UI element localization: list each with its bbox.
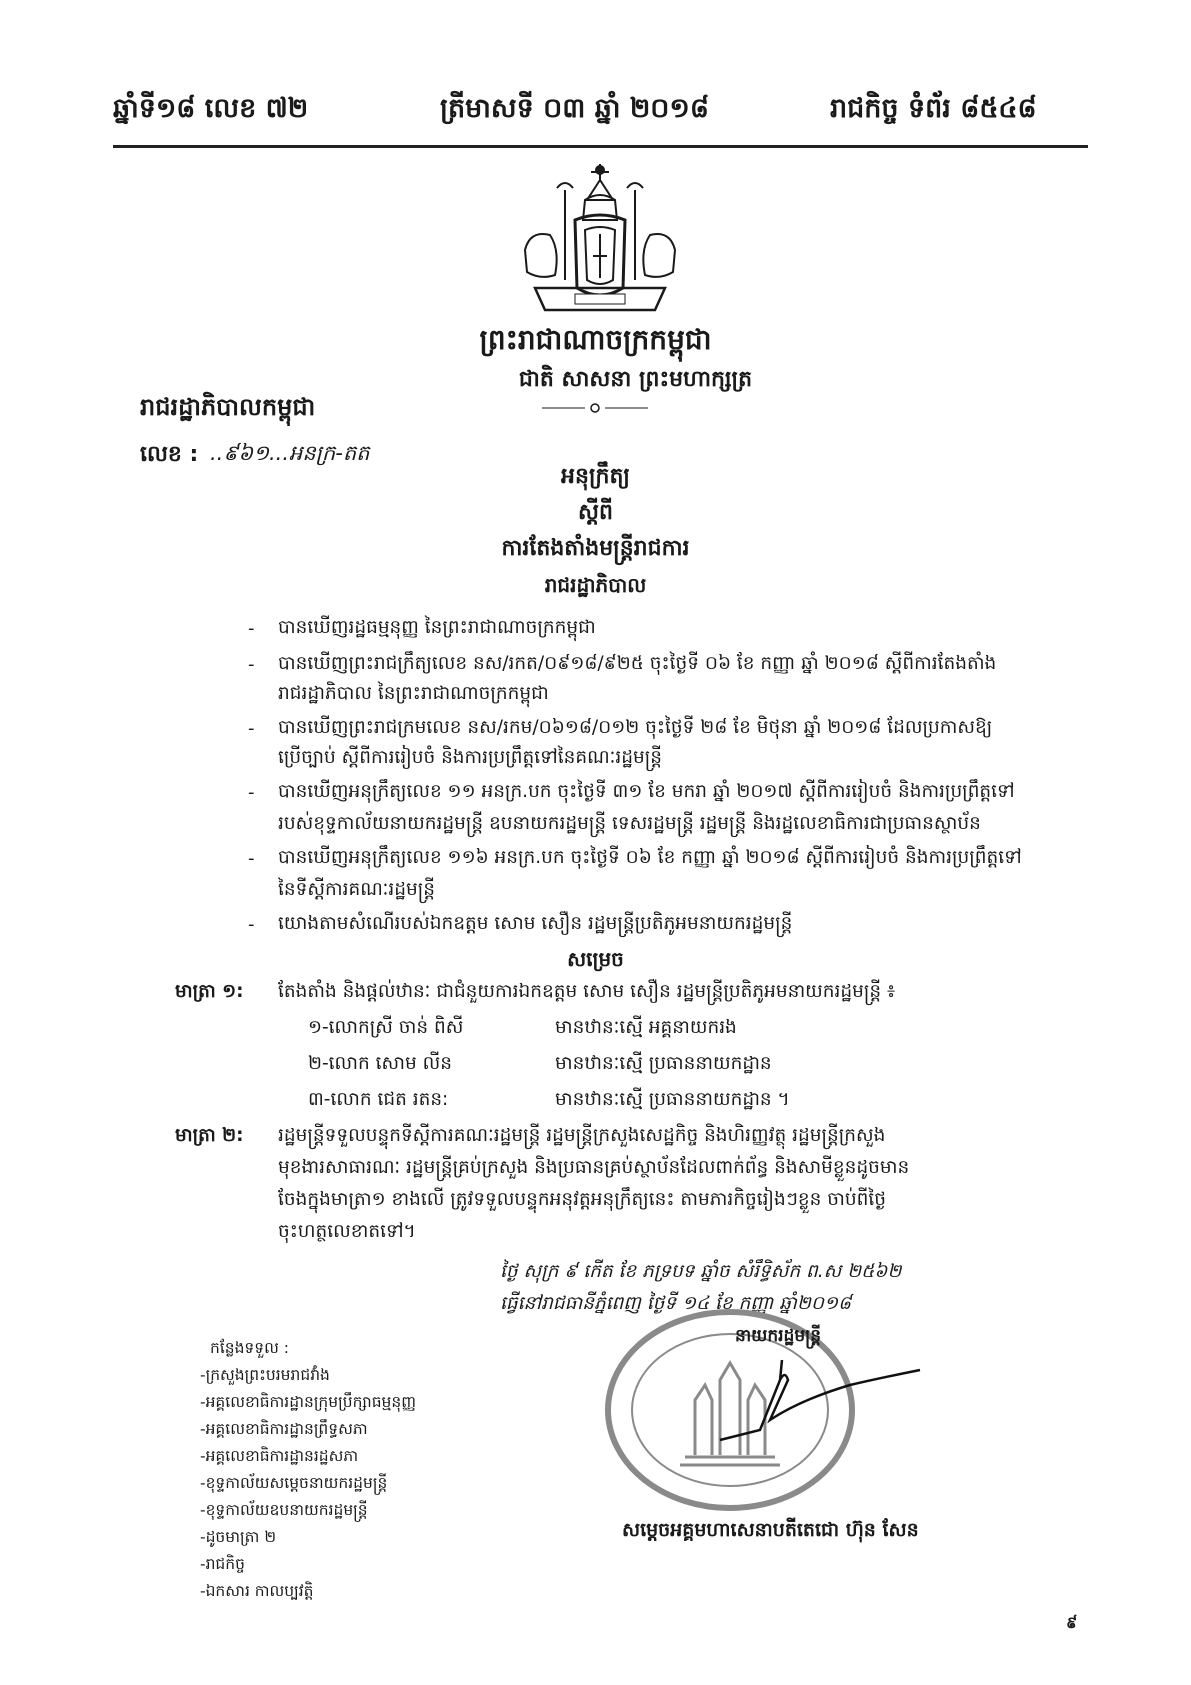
whereas-line: របស់ខុទ្ទកាល័យនាយករដ្ឋមន្ត្រី ឧបនាយករដ្ឋមន្ត្រី ទេសរដ្ឋមន្ត្រី រដ្ឋមន្ត្រី និងរដ្ឋលេខាធិការជាប្រធានស្ថាប័ន <box>278 813 981 834</box>
cc-item: -ដូចមាត្រា ២ <box>200 1528 277 1546</box>
article1-text: តែងតាំង និងផ្តល់ឋានៈ ជាជំនួយការឯកឧត្តម សោម សឿន រដ្ឋមន្ត្រីប្រតិភូអមនាយករដ្ឋមន្ត្រី ៖ <box>278 981 896 1002</box>
whereas-line: បានឃើញរដ្ឋធម្មនុញ្ញ នៃព្រះរាជាណាចក្រកម្ពុជា <box>278 617 596 638</box>
whereas-line: នៃទីស្តីការគណៈរដ្ឋមន្ត្រី <box>278 879 436 900</box>
gazette-page: រាជកិច្ច ទំព័រ ៨៥៤៨ <box>830 93 1037 124</box>
decree-number-label: លេខ : <box>140 442 199 467</box>
bullet-dash: - <box>248 718 255 739</box>
article2-line: រដ្ឋមន្ត្រីទទួលបន្ទុកទីស្តីការគណៈរដ្ឋមន្ត្រី រដ្ឋមន្ត្រីក្រសួងសេដ្ឋកិច្ច និងហិរញ្ញវត្ថុ រដ្ឋមន្ត្រីក្រសួង <box>278 1125 886 1146</box>
cc-item: -ឯកសារ កាលប្បវត្តិ <box>200 1582 314 1600</box>
bullet-dash: - <box>248 914 255 935</box>
appointee-name: ២-លោក សោម លីន <box>308 1053 452 1074</box>
decree-authority: រាជរដ្ឋាភិបាល <box>544 573 647 597</box>
cc-item: -ក្រសួងព្រះបរមរាជវាំង <box>200 1366 330 1384</box>
decision-heading: សម្រេច <box>567 947 624 971</box>
bullet-dash: - <box>248 618 255 639</box>
article2-line: ចុះហត្ថលេខាតទៅ។ <box>278 1221 416 1242</box>
cc-item: -ខុទ្ទកាល័យសម្តេចនាយករដ្ឋមន្ត្រី <box>200 1474 388 1492</box>
solar-date: ធ្វើនៅរាជធានីភ្នំពេញ ថ្ងៃទី ១៤ ខែ កញ្ញា ឆ្នាំ២០១៨ <box>500 1293 852 1314</box>
signature-icon <box>700 1340 930 1450</box>
whereas-line: បានឃើញព្រះរាជក្រឹត្យលេខ នស/រកត/០៩១៨/៩២៥ ចុះថ្ងៃទី ០៦ ខែ កញ្ញា ឆ្នាំ ២០១៨ ស្តីពីការតែងតាំង <box>278 653 997 674</box>
ornament-divider-icon <box>540 402 650 414</box>
cc-item: -អគ្គលេខាធិការដ្ឋានព្រឹទ្ធសភា <box>200 1420 368 1438</box>
bullet-dash: - <box>248 782 255 803</box>
kingdom-title: ព្រះរាជាណាចក្រកម្ពុជា <box>479 323 712 356</box>
royal-emblem-icon <box>505 160 695 318</box>
decree-type: អនុក្រឹត្យ <box>561 464 630 489</box>
appointee-name: ៣-លោក ជេត រតន: <box>308 1089 449 1110</box>
cc-heading: កន្លែងទទួល : <box>210 1339 290 1357</box>
lunar-date: ថ្ងៃ សុក្រ ៩ កើត ខែ ភទ្របទ ឆ្នាំច សំរឹទ្ធិស័ក ព.ស ២៥៦២ <box>500 1261 902 1282</box>
cc-item: -ខុទ្ទកាល័យឧបនាយករដ្ឋមន្ត្រី <box>200 1501 368 1519</box>
appointee-rank: មានឋានៈស្មើ អគ្គនាយករង <box>555 1017 737 1038</box>
decree-subject: ការតែងតាំងមន្ត្រីរាជការ <box>501 536 690 561</box>
bullet-dash: - <box>248 654 255 675</box>
whereas-line: រាជរដ្ឋាភិបាល នៃព្រះរាជាណាចក្រកម្ពុជា <box>278 683 549 704</box>
appointee-rank: មានឋានៈស្មើ ប្រធាននាយកដ្ឋាន ។ <box>555 1089 790 1110</box>
gazette-volume: ឆ្នាំទី១៨ លេខ ៧២ <box>113 93 309 124</box>
article2-line: ចែងក្នុងមាត្រា១ ខាងលើ ត្រូវទទួលបន្ទុកអនុវត្តអនុក្រឹត្យនេះ តាមភារកិច្ចរៀងៗខ្លួន ចាប់ពីថ្ងៃ <box>278 1189 886 1210</box>
whereas-line: យោងតាមសំណើរបស់ឯកឧត្តម សោម សឿន រដ្ឋមន្ត្រីប្រតិភូអមនាយករដ្ឋមន្ត្រី <box>278 913 793 934</box>
kingdom-motto: ជាតិ សាសនា ព្រះមហាក្សត្រ <box>518 367 753 392</box>
article2-line: មុខងារសាធារណៈ រដ្ឋមន្ត្រីគ្រប់ក្រសួង និងប្រធានគ្រប់ស្ថាប័នដែលពាក់ព័ន្ធ និងសាមីខ្លួនដូចមាន <box>278 1157 910 1178</box>
whereas-line: បានឃើញអនុក្រឹត្យលេខ ១១៦ អនក្រ.បក ចុះថ្ងៃទី ០៦ ខែ កញ្ញា ឆ្នាំ ២០១៨ ស្តីពីការរៀបចំ និងការប្រព្រឹត្តទៅ <box>278 847 1022 868</box>
appointee-name: ១-លោកស្រី ចាន់ ពិសី <box>308 1017 464 1038</box>
decree-number-value: ..៩៦១...អនក្រ-តត <box>210 441 370 465</box>
decree-on: ស្តីពី <box>578 500 613 525</box>
issuer-name: រាជរដ្ឋាភិបាលកម្ពុជា <box>140 393 316 421</box>
whereas-line: ប្រើច្បាប់ ស្តីពីការរៀបចំ និងការប្រព្រឹត្តទៅនៃគណៈរដ្ឋមន្ត្រី <box>278 747 662 768</box>
article2-label: មាត្រា ២: <box>175 1125 244 1146</box>
gazette-quarter: ត្រីមាសទី ០៣ ឆ្នាំ ២០១៨ <box>440 93 709 124</box>
article1-label: មាត្រា ១: <box>175 981 244 1002</box>
whereas-line: បានឃើញអនុក្រឹត្យលេខ ១១ អនក្រ.បក ចុះថ្ងៃទី ៣១ ខែ មករា ឆ្នាំ ២០១៧ ស្តីពីការរៀបចំ និងការប្រព្រឹត្តទៅ <box>278 781 1015 802</box>
cc-item: -រាជកិច្ច <box>200 1555 245 1573</box>
signatory-name: សម្តេចអគ្គមហាសេនាបតីតេជោ ហ៊ុន សែន <box>622 1519 919 1541</box>
header-rule <box>113 145 1088 148</box>
signatory-title: នាយករដ្ឋមន្ត្រី <box>735 1326 821 1346</box>
whereas-line: បានឃើញព្រះរាជក្រមលេខ នស/រកម/០៦១៨/០១២ ចុះថ្ងៃទី ២៨ ខែ មិថុនា ឆ្នាំ ២០១៨ ដែលប្រកាសឱ្យ <box>278 717 993 738</box>
appointee-rank: មានឋានៈស្មើ ប្រធាននាយកដ្ឋាន <box>555 1053 772 1074</box>
cc-item: -អគ្គលេខាធិការដ្ឋានក្រុមប្រឹក្សាធម្មនុញ្ញ <box>200 1393 416 1411</box>
page-number: ៩ <box>1066 1613 1078 1632</box>
bullet-dash: - <box>248 848 255 869</box>
cc-item: -អគ្គលេខាធិការដ្ឋានរដ្ឋសភា <box>200 1447 359 1465</box>
